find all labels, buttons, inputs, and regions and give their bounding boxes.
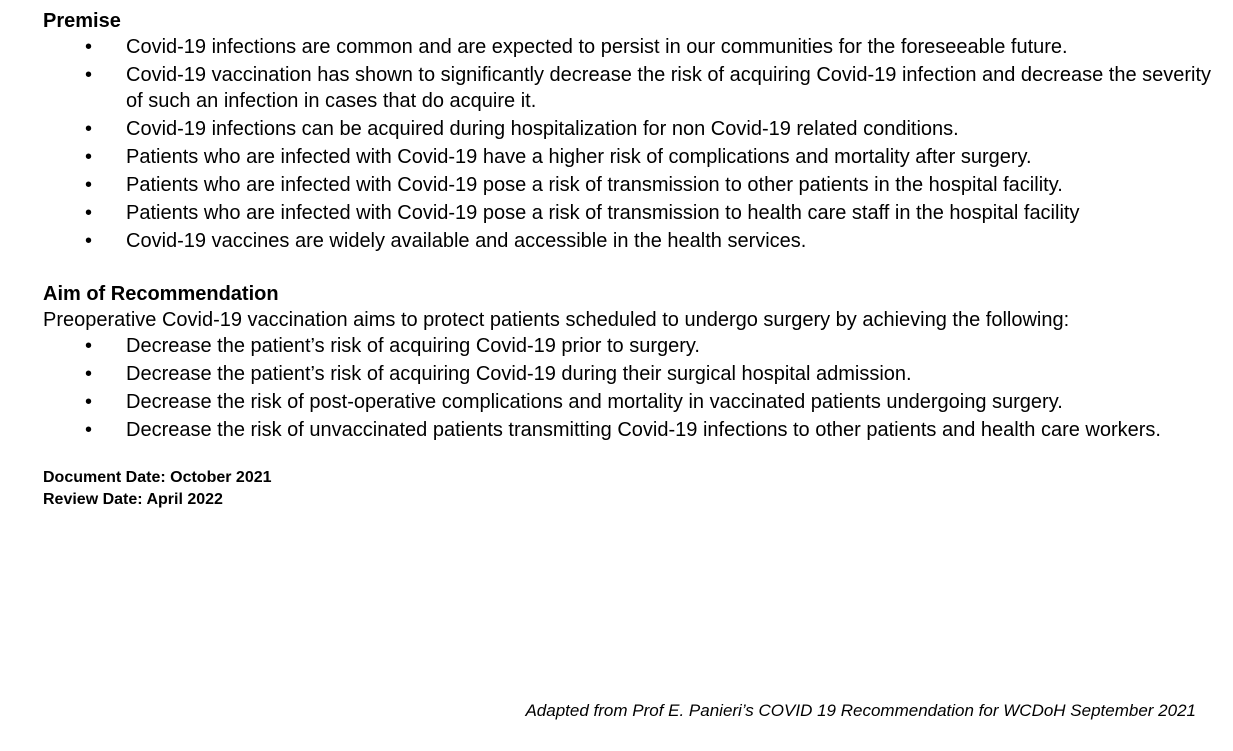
aim-list [43, 333, 1213, 443]
bullet-icon: • [85, 118, 93, 140]
list-item-text: Patients who are infected with Covid-19 pose a risk of transmission to health care staff in the hospital facility [126, 202, 1080, 224]
bullet-icon: • [85, 335, 93, 357]
list-item-text: Decrease the risk of unvaccinated patients transmitting Covid-19 infections to other patients and health care workers. [126, 419, 1161, 441]
list-item [43, 172, 1213, 198]
dates-block [43, 467, 1213, 511]
list-item [43, 34, 1213, 60]
bullet-icon: • [85, 64, 93, 86]
list-item [43, 200, 1213, 226]
bullet-icon: • [85, 146, 93, 168]
document-date: Document Date: October 2021 [43, 469, 272, 486]
bullet-icon: • [85, 419, 93, 441]
bullet-icon: • [85, 174, 93, 196]
list-item-text: Covid-19 infections can be acquired during hospitalization for non Covid-19 related conditions. [126, 118, 959, 140]
aim-intro: Preoperative Covid-19 vaccination aims to protect patients scheduled to undergo surgery by achieving the following: [43, 309, 1070, 331]
list-item [43, 144, 1213, 170]
list-item [43, 62, 1213, 114]
list-item [43, 333, 1213, 359]
review-date: Review Date: April 2022 [43, 491, 223, 508]
spacer [43, 256, 1213, 281]
premise-heading: Premise [43, 10, 121, 32]
bullet-icon: • [85, 363, 93, 385]
aim-heading: Aim of Recommendation [43, 283, 279, 305]
premise-list [43, 34, 1213, 254]
list-item-text: Decrease the patient’s risk of acquiring Covid-19 prior to surgery. [126, 335, 700, 357]
list-item-text: Covid-19 vaccines are widely available and accessible in the health services. [126, 230, 807, 252]
list-item [43, 417, 1213, 443]
aim-section [43, 281, 1213, 443]
list-item [43, 389, 1213, 415]
adapted-from-note: Adapted from Prof E. Panieri’s COVID 19 Recommendation for WCDoH September 2021 [525, 701, 1196, 720]
premise-section [43, 8, 1213, 254]
list-item [43, 228, 1213, 254]
list-item-text: Decrease the patient’s risk of acquiring Covid-19 during their surgical hospital admission. [126, 363, 912, 385]
list-item-text: Decrease the risk of post-operative complications and mortality in vaccinated patients undergoing surgery. [126, 391, 1063, 413]
bullet-icon: • [85, 230, 93, 252]
document-page [43, 8, 1213, 511]
bullet-icon: • [85, 202, 93, 224]
bullet-icon: • [85, 391, 93, 413]
bullet-icon: • [85, 36, 93, 58]
list-item [43, 116, 1213, 142]
list-item [43, 361, 1213, 387]
spacer [43, 445, 1213, 467]
list-item-text: Patients who are infected with Covid-19 pose a risk of transmission to other patients in the hospital facility. [126, 174, 1063, 196]
list-item-text: Patients who are infected with Covid-19 have a higher risk of complications and mortality after surgery. [126, 146, 1032, 168]
list-item-text: Covid-19 infections are common and are expected to persist in our communities for the foreseeable future. [126, 36, 1068, 58]
list-item-text: Covid-19 vaccination has shown to significantly decrease the risk of acquiring Covid-19 infection and decrease the severity of such an infection in cases that do acquire it. [126, 64, 1212, 112]
